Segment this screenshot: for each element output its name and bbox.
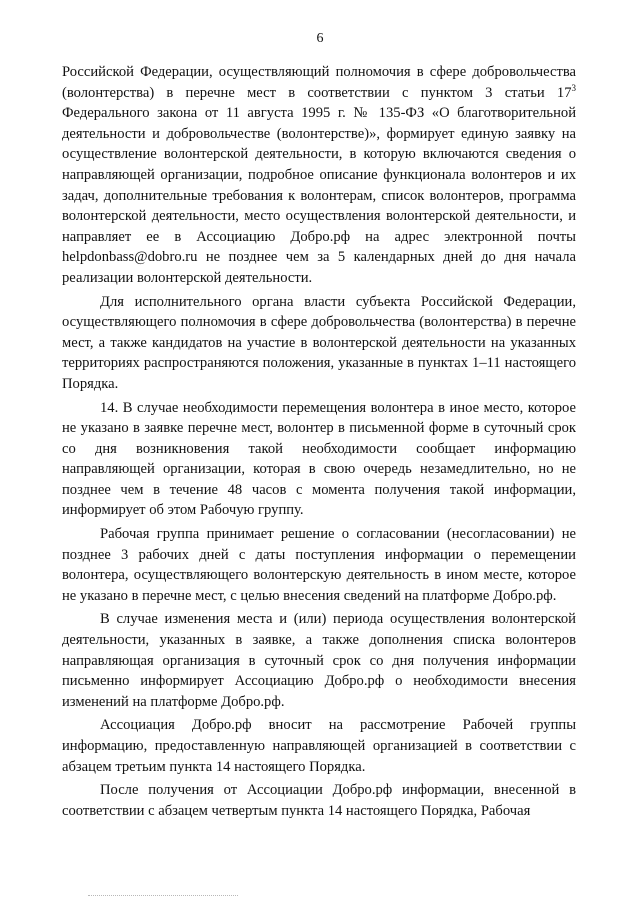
superscript-article-index: 3 [571, 82, 576, 93]
paragraph-working-group-decision: Рабочая группа принимает решение о согласовании (несогласовании) не позднее 3 рабочих дней с даты поступления информации о перемещении волонтера, осуществляющего волонтерскую деятельность в ином месте, которое не указано в перечне мест, с целью внесения сведений на платформе Добро.рф. [62, 526, 576, 604]
paragraph-item-14: 14. В случае необходимости перемещения волонтера в иное место, которое не указано в заявке перечне мест, волонтер в письменной форме в суточный срок со дня возникновения такой необходимости сообщает информацию направляющей организации, которая в свою очередь незамедлительно, но не позднее чем в течение 48 часов с момента получения такой информации, информирует об этом Рабочую группу. [62, 399, 576, 519]
page-number: 6 [316, 31, 324, 46]
paragraph-change-of-place: В случае изменения места и (или) периода осуществления волонтерской деятельности, указанных в заявке, а также дополнения списка волонтеров направляющая организация в суточный срок со дня получения информации письменно информирует Ассоциацию Добро.рф о необходимости внесения изменений на платформе Добро.рф. [62, 611, 576, 710]
scan-artifact-line [88, 895, 238, 896]
paragraph-association-submits: Ассоциация Добро.рф вносит на рассмотрение Рабочей группы информацию, предоставленную направляющей организацией в соответствии с абзацем третьим пункта 14 настоящего Порядка. [62, 717, 576, 775]
paragraph-continuation [62, 62, 576, 289]
paragraph-text-part: Российской Федерации, осуществляющий полномочия в сфере добровольчества (волонтерства) в перечне мест в соответствии с пунктом 3 статьи 17 [62, 64, 576, 101]
paragraph-after-receipt: После получения от Ассоциации Добро.рф информации, внесенной в соответствии с абзацем четвертым пункта 14 настоящего Порядка, Рабочая [62, 782, 576, 819]
document-body [62, 62, 576, 824]
paragraph-executive-body: Для исполнительного органа власти субъекта Российской Федерации, осуществляющего полномочия в сфере добровольчества (волонтерства) в перечне мест, а также кандидатов на участие в волонтерской деятельности на указанных территориях распространяются положения, указанные в пунктах 1–11 настоящего Порядка. [62, 293, 576, 392]
paragraph-text-part: Федерального закона от 11 августа 1995 г. № 135-ФЗ «О благотворительной деятельности и добровольчестве (волонтерстве)», формирует единую заявку на осуществление волонтерской деятельности, в которую включаются сведения о направляющей организации, подробное описание функционала волонтеров и их задач, дополнительные требования к волонтерам, список волонтеров, программа волонтерской деятельности, место осуществления волонтерской деятельности, и направляет ее в Ассоциацию Добро.рф на адрес электронной почты helpdonbass@dobro.ru не позднее чем за 5 календарных дней до дня начала реализации волонтерской деятельности. [62, 105, 576, 286]
